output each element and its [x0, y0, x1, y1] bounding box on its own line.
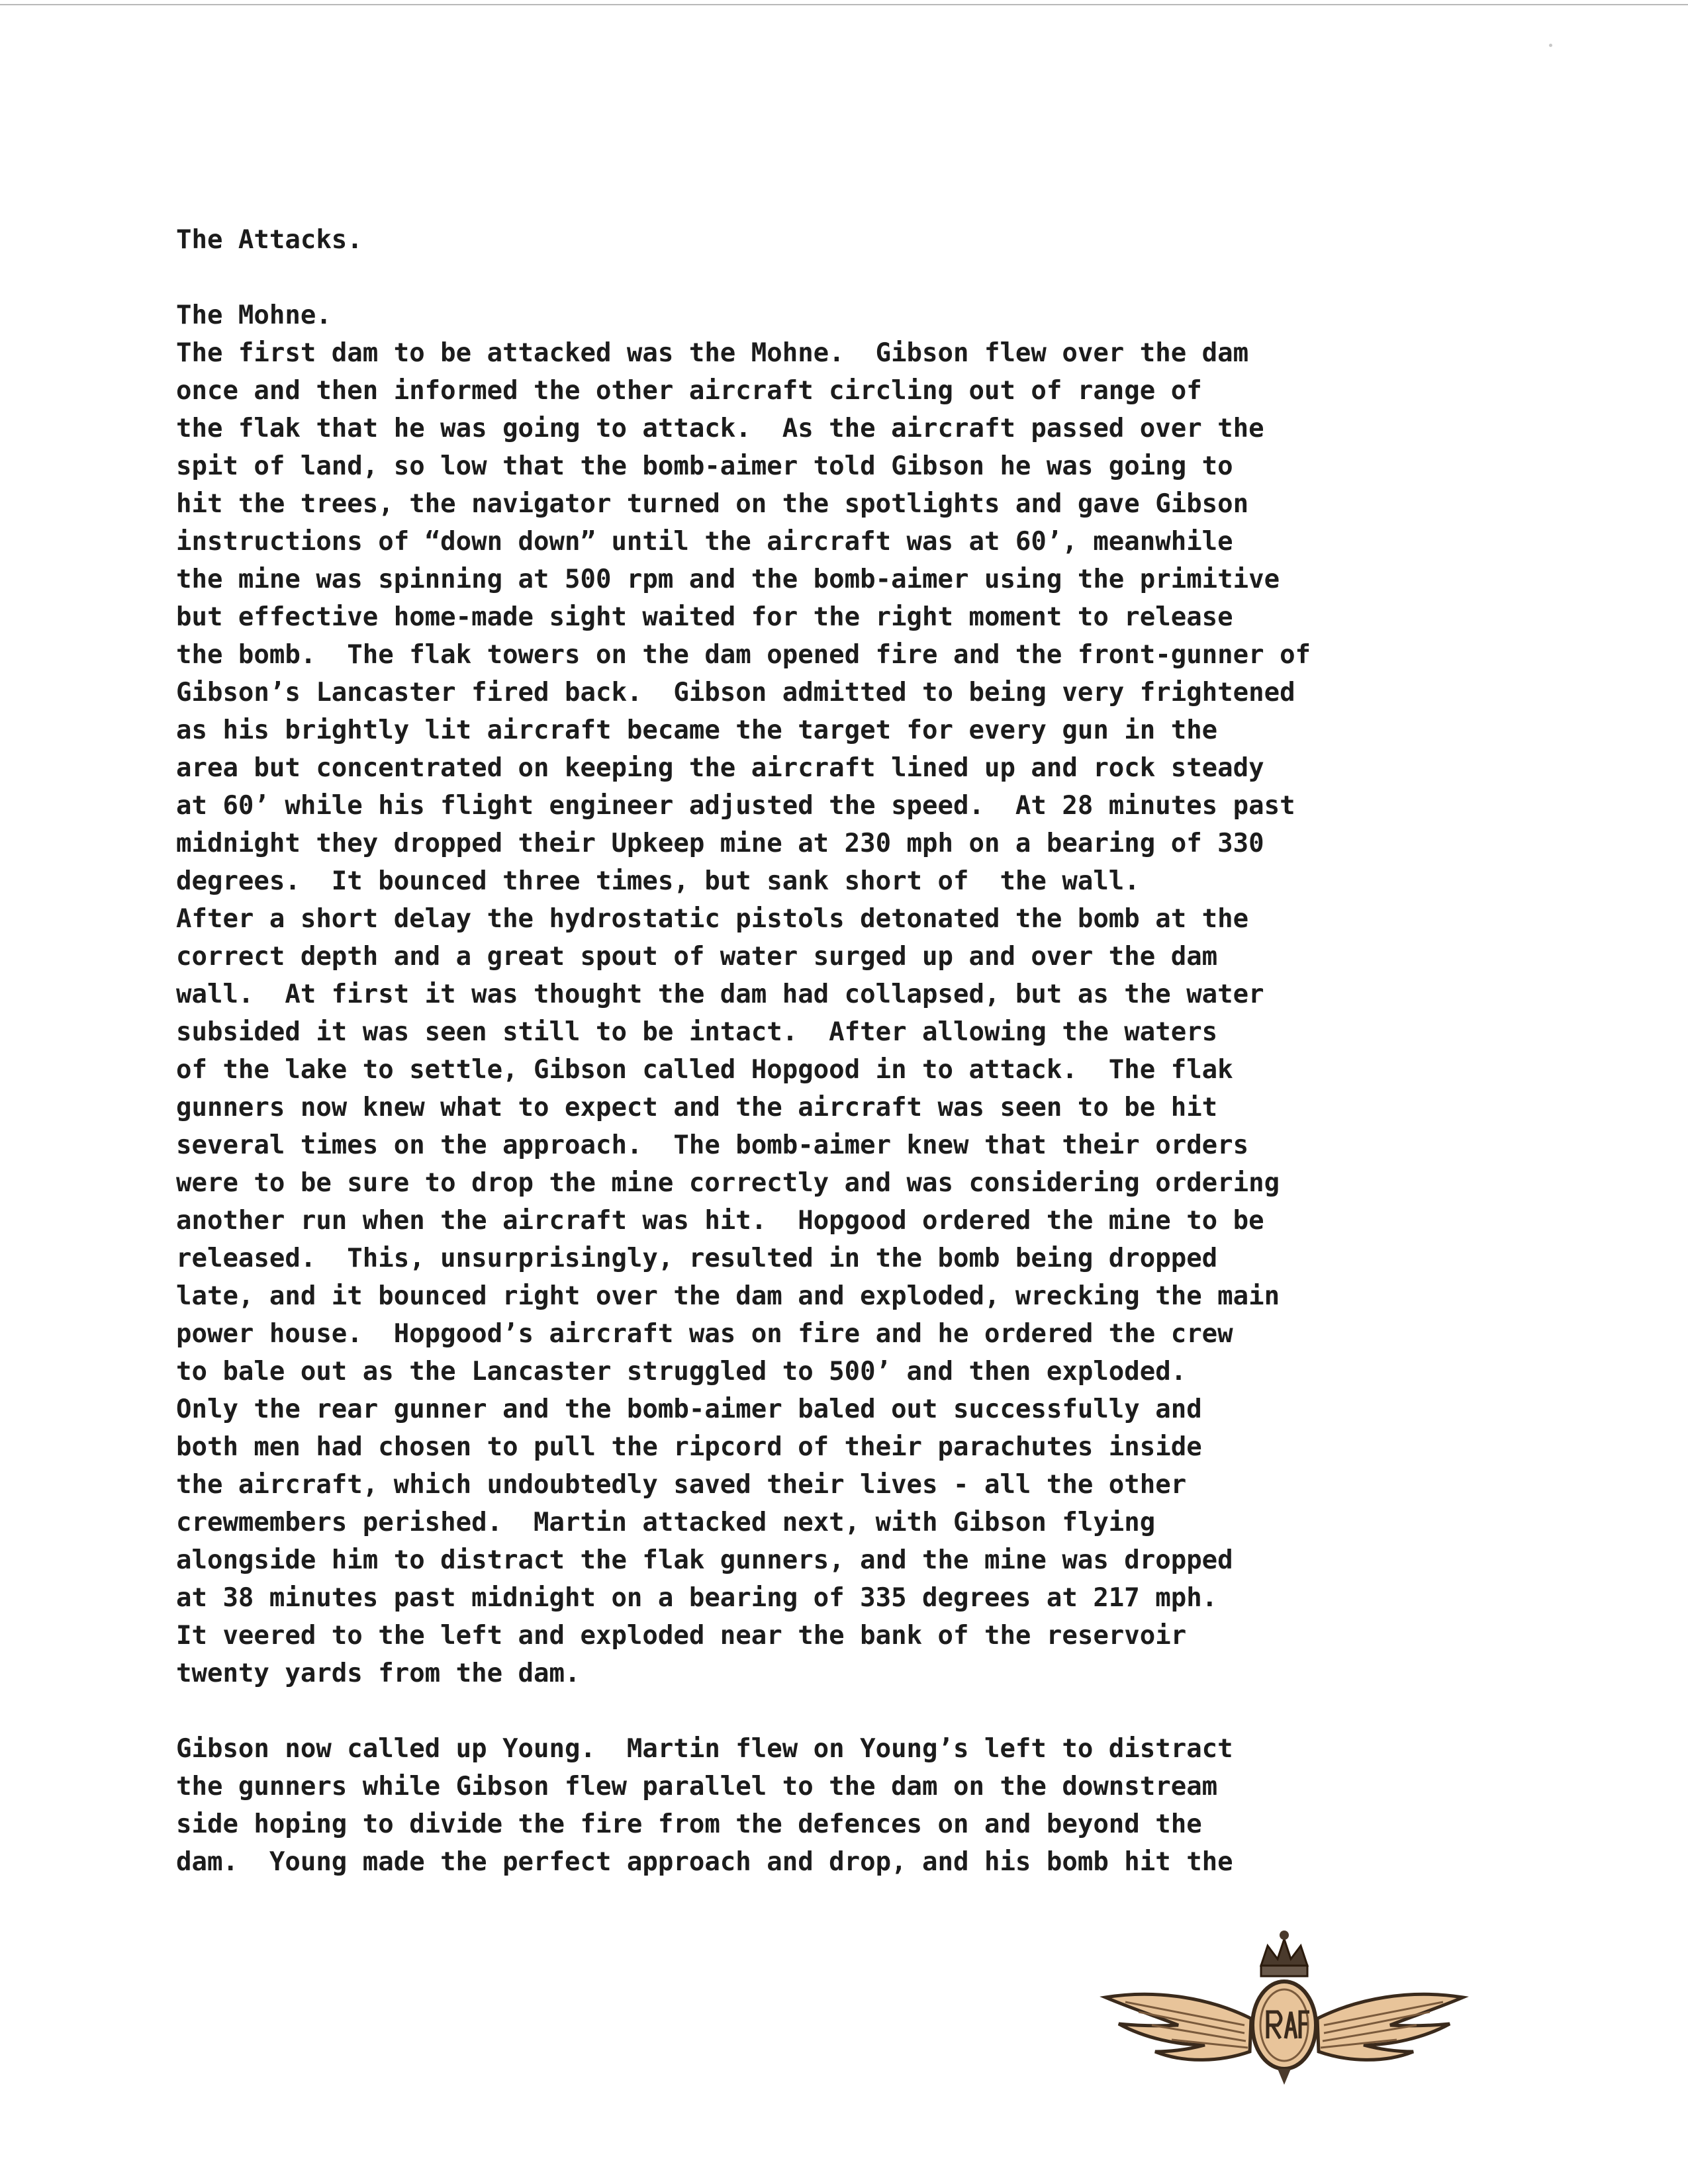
crown-icon	[1261, 1931, 1307, 1976]
raf-wings-badge	[1099, 1919, 1470, 2098]
text-line: the flak that he was going to attack. As the aircraft passed over the	[176, 414, 1264, 443]
text-line: late, and it bounced right over the dam and exploded, wrecking the main	[176, 1281, 1280, 1311]
paper-speck	[1549, 44, 1552, 47]
text-line: of the lake to settle, Gibson called Hopgood in to attack. The flak	[176, 1055, 1233, 1085]
text-line: as his brightly lit aircraft became the target for every gun in the	[176, 715, 1218, 745]
document-heading: The Attacks.	[176, 225, 363, 255]
text-line: the bomb. The flak towers on the dam opened fire and the front-gunner of	[176, 640, 1311, 670]
text-line: Only the rear gunner and the bomb-aimer baled out successfully and	[176, 1394, 1202, 1424]
typed-text-body	[176, 221, 1533, 1881]
text-line: spit of land, so low that the bomb-aimer told Gibson he was going to	[176, 451, 1233, 481]
paragraph-young-attack	[176, 1730, 1533, 1881]
raf-monogram-icon	[1252, 1981, 1316, 2069]
text-line: The first dam to be attacked was the Mohne. Gibson flew over the dam	[176, 338, 1249, 368]
text-line: Gibson’s Lancaster fired back. Gibson admitted to being very frightened	[176, 678, 1295, 707]
spacer	[176, 1692, 1533, 1730]
text-line: hit the trees, the navigator turned on the spotlights and gave Gibson	[176, 489, 1249, 519]
text-line: midnight they dropped their Upkeep mine at 230 mph on a bearing of 330	[176, 829, 1264, 858]
text-line: released. This, unsurprisingly, resulted in the bomb being dropped	[176, 1244, 1218, 1273]
text-line: alongside him to distract the flak gunners, and the mine was dropped	[176, 1545, 1233, 1575]
text-line: wall. At first it was thought the dam had collapsed, but as the water	[176, 979, 1264, 1009]
text-line: After a short delay the hydrostatic pistols detonated the bomb at the	[176, 904, 1249, 934]
text-line: both men had chosen to pull the ripcord of their parachutes inside	[176, 1432, 1202, 1462]
text-line: once and then informed the other aircraft circling out of range of	[176, 376, 1202, 406]
text-line: the aircraft, which undoubtedly saved their lives - all the other	[176, 1470, 1187, 1500]
text-line: correct depth and a great spout of water surged up and over the dam	[176, 942, 1218, 972]
text-line: several times on the approach. The bomb-aimer knew that their orders	[176, 1130, 1249, 1160]
text-line: the mine was spinning at 500 rpm and the bomb-aimer using the primitive	[176, 565, 1280, 594]
text-line: to bale out as the Lancaster struggled to 500’ and then exploded.	[176, 1357, 1187, 1387]
text-line: It veered to the left and exploded near the bank of the reservoir	[176, 1621, 1187, 1651]
section-heading: The Mohne.	[176, 300, 332, 330]
text-line: power house. Hopgood’s aircraft was on fire and he ordered the crew	[176, 1319, 1233, 1349]
text-line: side hoping to divide the fire from the defences on and beyond the	[176, 1809, 1202, 1839]
text-line: area but concentrated on keeping the aircraft lined up and rock steady	[176, 753, 1264, 783]
text-line: instructions of “down down” until the aircraft was at 60’, meanwhile	[176, 527, 1233, 557]
text-line: twenty yards from the dam.	[176, 1659, 581, 1688]
text-line: another run when the aircraft was hit. Hopgood ordered the mine to be	[176, 1206, 1264, 1236]
text-line: but effective home-made sight waited for the right moment to release	[176, 602, 1233, 632]
text-line: crewmembers perished. Martin attacked next, with Gibson flying	[176, 1508, 1156, 1537]
spacer	[176, 259, 1533, 296]
text-line: subsided it was seen still to be intact. After allowing the waters	[176, 1017, 1218, 1047]
text-line: the gunners while Gibson flew parallel to the dam on the downstream	[176, 1772, 1218, 1801]
text-line: at 60’ while his flight engineer adjusted the speed. At 28 minutes past	[176, 791, 1295, 821]
paragraph-mohne-attack	[176, 334, 1533, 1692]
text-line: dam. Young made the perfect approach and drop, and his bomb hit the	[176, 1847, 1233, 1877]
text-line: were to be sure to drop the mine correctly and was considering ordering	[176, 1168, 1280, 1198]
text-line: Gibson now called up Young. Martin flew on Young’s left to distract	[176, 1734, 1233, 1764]
page-top-edge	[0, 4, 1688, 5]
badge-tail-icon	[1278, 2069, 1291, 2085]
text-line: gunners now knew what to expect and the aircraft was seen to be hit	[176, 1093, 1218, 1122]
text-line: degrees. It bounced three times, but sank short of the wall.	[176, 866, 1140, 896]
text-line: at 38 minutes past midnight on a bearing of 335 degrees at 217 mph.	[176, 1583, 1218, 1613]
